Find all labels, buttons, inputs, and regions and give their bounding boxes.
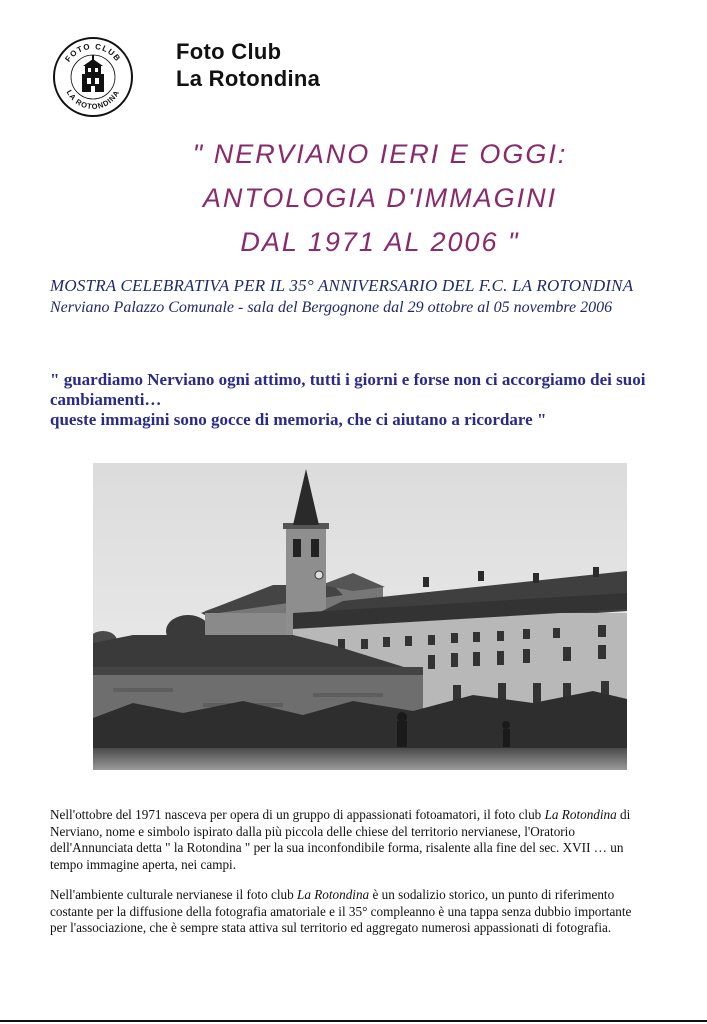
title-line2: ANTOLOGIA D'IMMAGINI	[202, 183, 558, 213]
quote-line1: " guardiamo Nerviano ogni attimo, tutti i giorni e forse non ci accorgiamo dei suoi cambiamenti…	[50, 370, 646, 409]
club-name-line1: Foto Club	[176, 39, 282, 64]
club-name	[176, 38, 320, 92]
exhibition-subtitle	[50, 275, 680, 319]
subtitle-line2: Nerviano Palazzo Comunale - sala del Bergognone dal 29 ottobre al 05 novembre 2006	[50, 299, 613, 316]
subtitle-line1: MOSTRA CELEBRATIVA PER IL 35° ANNIVERSARIO DEL F.C. LA ROTONDINA	[50, 276, 634, 295]
foto-club-logo	[52, 36, 134, 118]
history-paragraph-1: Nell'ottobre del 1971 nasceva per opera di un gruppo di appassionati fotoamatori, il foto club La Rotondina di Nerviano, nome e simbolo ispirato dalla più piccola delle chiese del territorio nervianese, l'Oratorio dell'Annunciata detta " la Rotondina " per la sua inconfondibile forma, risalente alla fine del sec. XVII … un tempo immagine aperta, nei campi.	[50, 807, 631, 872]
club-name-line2: La Rotondina	[176, 66, 321, 91]
title-line3: DAL 1971 AL 2006 "	[240, 227, 520, 257]
title-line1: " NERVIANO IERI E OGGI:	[192, 139, 568, 169]
quote-line2: queste immagini sono gocce di memoria, che ci aiutano a ricordare "	[50, 410, 547, 429]
history-text	[50, 807, 650, 951]
exhibition-title	[100, 132, 660, 264]
bottom-rule	[0, 1020, 707, 1022]
quote-block	[50, 370, 690, 430]
logo-ring-top: FOTO CLUB	[63, 41, 123, 64]
history-paragraph-2: Nell'ambiente culturale nervianese il foto club La Rotondina è un sodalizio storico, un punto di riferimento costante per la diffusione della fotografia amatoriale e il 35° compleanno è una tappa senza dubbio importante per l'associazione, che è sempre stata attiva sul territorio ed aggregato numerosi appassionati di fotografia.	[50, 887, 632, 935]
historic-church-photo	[93, 463, 627, 770]
logo-ring-bottom: LA ROTONDINA	[64, 88, 122, 112]
